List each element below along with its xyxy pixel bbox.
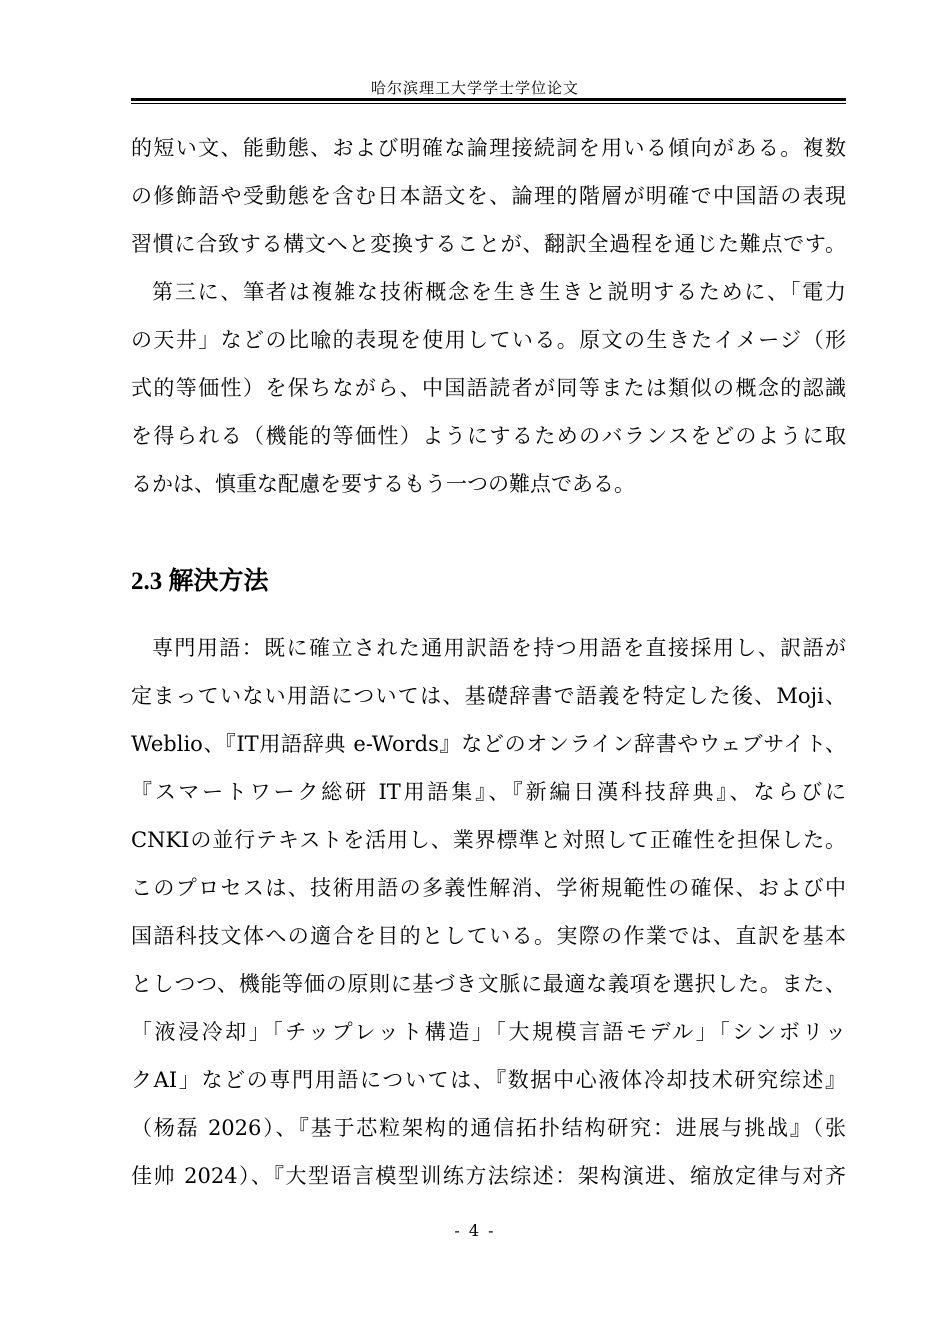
text-line: の修飾語や受動態を含む日本語文を、論理的階層が明確で中国語の表現: [131, 184, 846, 208]
text-line: （杨磊 2026）、『基于芯粒架构的通信拓扑结构研究：进展与挑战』（张: [131, 1116, 846, 1140]
header-rule: [131, 98, 846, 101]
text-line: の天井」などの比喩的表現を使用している。原文の生きたイメージ（形: [131, 328, 846, 352]
text-line: 『スマートワーク総研 IT用語集』、『新編日漢科技辞典』、ならびに: [131, 780, 846, 804]
text-line: CNKIの並行テキストを活用し、業界標準と対照して正確性を担保した。: [131, 828, 846, 852]
paragraph-continued: [131, 124, 846, 268]
text-line: 式的等価性）を保ちながら、中国語読者が同等または類似の概念的認識: [131, 376, 846, 400]
text-line: るかは、慎重な配慮を要するもう一つの難点である。: [131, 472, 635, 496]
section-heading: 2.3 解決方法: [131, 568, 269, 595]
text-line: クAI」などの専門用語については、『数据中心液体冷却技术研究综述』: [131, 1068, 846, 1092]
header-rule-thin: [131, 103, 846, 104]
text-line: 専門用語：既に確立された通用訳語を持つ用語を直接採用し、訳語が: [152, 636, 846, 660]
text-line: 国語科技文体への適合を目的としている。実際の作業では、直訳を基本: [131, 924, 846, 948]
paragraph-metaphor: [131, 268, 846, 508]
text-line: 「液浸冷却」「チップレット構造」「大規模言語モデル」「シンボリッ: [131, 1020, 846, 1044]
text-line: を得られる（機能的等価性）ようにするためのバランスをどのように取: [131, 424, 846, 448]
paragraph-terminology: [131, 624, 846, 1200]
text-line: としつつ、機能等価の原則に基づき文脈に最適な義項を選択した。また、: [131, 972, 846, 996]
text-line: 習慣に合致する構文へと変換することが、翻訳全過程を通じた難点です。: [131, 232, 846, 256]
text-line: 佳帅 2024）、『大型语言模型训练方法综述：架构演进、缩放定律与对齐: [131, 1164, 846, 1188]
running-header: 哈尔滨理工大学学士学位论文: [370, 79, 579, 97]
text-line: Weblio、『IT用語辞典 e-Words』などのオンライン辞書やウェブサイト、: [131, 732, 846, 756]
text-line: 的短い文、能動態、および明確な論理接続詞を用いる傾向がある。複数: [131, 136, 846, 160]
page-number: - 4 -: [454, 1221, 496, 1240]
text-line: 第三に、筆者は複雑な技術概念を生き生きと説明するために、「電力: [152, 280, 846, 304]
text-line: 定まっていない用語については、基礎辞書で語義を特定した後、Moji、: [131, 684, 846, 708]
text-line: このプロセスは、技術用語の多義性解消、学術規範性の確保、および中: [131, 876, 846, 900]
